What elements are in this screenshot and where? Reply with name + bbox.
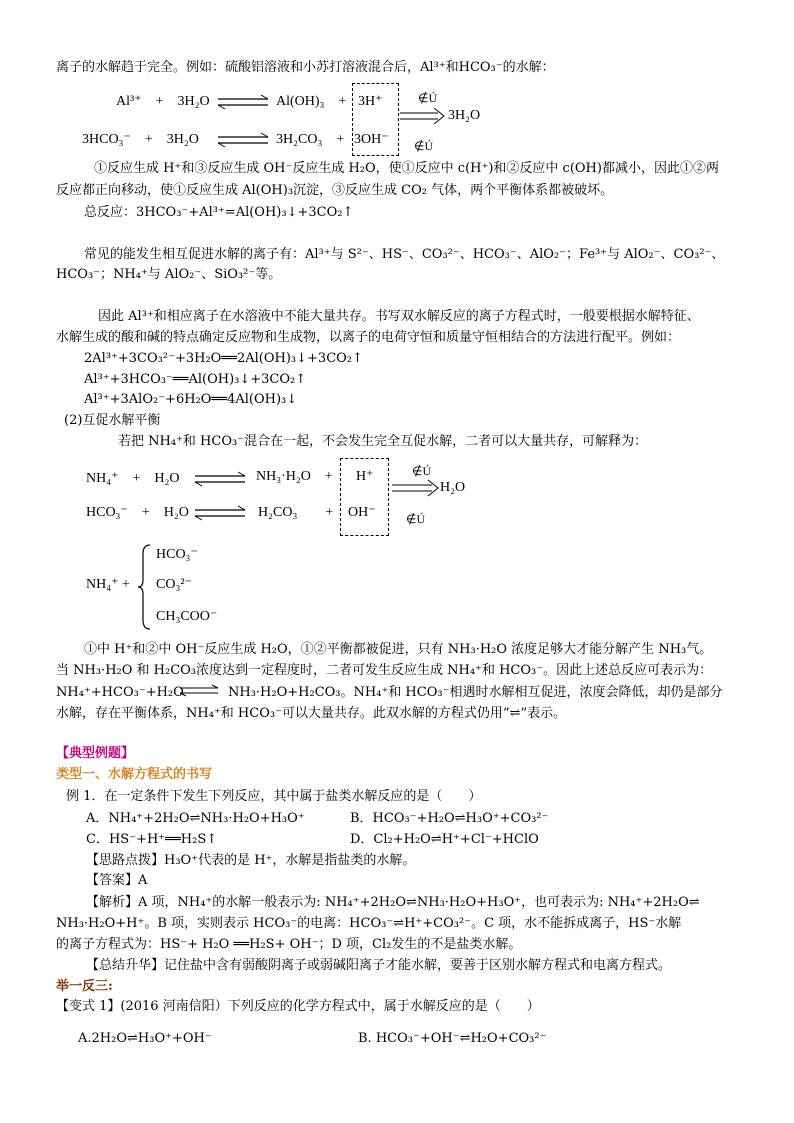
- double-arrow: [392, 480, 440, 496]
- equation-right: Al(OH)₃ +: [276, 94, 347, 109]
- question: 例 1．在一定条件下发生下列反应，其中属于盐类水解反应的是（ ）: [66, 789, 482, 804]
- equilibrium-arrow: [180, 685, 220, 697]
- double-arrow: [400, 108, 446, 124]
- text-line: 水解，存在平衡体系，NH₄⁺和 HCO₃⁻可以大量共存。此双水解的方程式仍用“⇌”表示。: [56, 706, 567, 721]
- option-b: B．HCO₃⁻+H₂O⇌H₃O⁺+CO₃²⁻: [350, 811, 549, 826]
- annotation-mark: ∉Ú: [412, 464, 432, 478]
- text-line: 反应都正向移动，使①反应生成 Al(OH)₃沉淀，③反应生成 CO₂ 气体，两个平衡体系都被破坏。: [56, 183, 614, 198]
- section-title: (2)互促水解平衡: [64, 413, 161, 428]
- variant-option-b: B. HCO₃⁻+OH⁻⇌H₂O+CO₃²⁻: [358, 1031, 547, 1046]
- product: 3H₂O: [448, 108, 481, 123]
- option-d: D．Cl₂+H₂O⇌H⁺+Cl⁻+HClO: [350, 832, 539, 847]
- ion-h: H⁺: [356, 469, 374, 484]
- text-line: 常见的能发生相互促进水解的离子有：Al³⁺与 S²⁻、HS⁻、CO₃²⁻、HCO₃⁻、AlO₂⁻；Fe³⁺与 AlO₂⁻、CO₃²⁻、: [84, 247, 725, 262]
- curly-brace: [138, 544, 152, 630]
- reaction-line: 2Al³⁺+3CO₃²⁻+3H₂O══2Al(OH)₃↓+3CO₂↑: [84, 351, 363, 366]
- brace-left: NH₄⁺ +: [86, 577, 130, 592]
- reaction-line: Al³⁺+3HCO₃⁻══Al(OH)₃↓+3CO₂↑: [84, 372, 307, 387]
- equilibrium-arrow: [218, 95, 270, 109]
- ion-h: 3H⁺: [358, 94, 383, 109]
- answer: 【答案】A: [86, 873, 148, 888]
- heading-type-one: 类型一、水解方程式的书写: [56, 767, 213, 782]
- summary: 【总结升华】记住盐中含有弱酸阴离子或弱碱阳离子才能水解，要善于区别水解方程式和电离方程式。: [86, 958, 672, 973]
- analysis-line: NH₃·H₂O+H⁺。B 项，实则表示 HCO₃⁻的电离：HCO₃⁻⇌H⁺+CO₃²⁻。C 项，水不能拆成离子，HS⁻水解: [56, 916, 682, 931]
- heading-typical-examples: 【典型例题】: [56, 746, 135, 761]
- ion-oh: 3OH⁻: [354, 132, 389, 147]
- text-line: NH₃·H₂O+H₂CO₃。NH₄⁺和 HCO₃⁻相遇时水解相互促进，浓度会降低，却仍是部分: [228, 685, 723, 700]
- equation-left: Al³⁺ + 3H₂O: [116, 94, 210, 109]
- analysis-line: 【解析】A 项，NH₄⁺的水解一般表示为: NH₄⁺+2H₂O⇌NH₃·H₂O+H₃O⁺，也可表示为: NH₄⁺+2H₂O⇌: [86, 895, 700, 910]
- text-line: ①反应生成 H⁺和③反应生成 OH⁻反应生成 H₂O，使①反应中 c(H⁺)和②反应中 c(OH)都减小，因此①②两: [94, 161, 719, 176]
- text-line: HCO₃⁻；NH₄⁺与 AlO₂⁻、SiO₃²⁻等。: [56, 267, 282, 282]
- ion-oh: OH⁻: [348, 505, 376, 520]
- annotation-mark: ∉Ú: [414, 139, 434, 153]
- text-line: 因此 Al³⁺和相应离子在水溶液中不能大量共存。书写双水解反应的离子方程式时，一般要根据水解特征、: [98, 309, 700, 324]
- option-c: C．HS⁻+H⁺══H₂S↑: [86, 832, 218, 847]
- brace-item: CO₃²⁻: [156, 577, 192, 592]
- hint: 【思路点拨】H₃O⁺代表的是 H⁺，水解是指盐类的水解。: [86, 853, 416, 868]
- equilibrium-arrow: [195, 506, 247, 520]
- annotation-mark: ∉Ú: [406, 512, 426, 526]
- equation-left: NH₄⁺ + H₂O: [86, 471, 180, 486]
- dashed-box: [352, 83, 399, 156]
- product: H₂O: [440, 480, 466, 495]
- equation-right: NH₃·H₂O +: [256, 469, 333, 484]
- heading-practice: 举一反三:: [56, 979, 113, 994]
- text-line: 水解生成的酸和碱的特点确定反应物和生成物，以离子的电荷守恒和质量守恒相结合的方法进行配平。例如：: [56, 330, 681, 345]
- text-line: ①中 H⁺和②中 OH⁻反应生成 H₂O，①②平衡都被促进，只有 NH₃·H₂O 浓度足够大才能分解产生 NH₃气。: [84, 642, 713, 657]
- text-line: 当 NH₃·H₂O 和 H₂CO₃浓度达到一定程度时，二者可发生反应生成 NH₄⁺和 HCO₃⁻。因此上述总反应可表示为：: [56, 663, 713, 678]
- option-a: A．NH₄⁺+2H₂O⇌NH₃·H₂O+H₃O⁺: [86, 811, 305, 826]
- equilibrium-arrow: [195, 472, 247, 486]
- text-line: 离子的水解趋于完全。例如：硫酸铝溶液和小苏打溶液混合后，Al³⁺和HCO₃⁻的水解：: [56, 60, 555, 75]
- equation-right: 3H₂CO₃ +: [276, 132, 345, 147]
- reaction-line: Al³⁺+3AlO₂⁻+6H₂O══4Al(OH)₃↓: [84, 392, 298, 407]
- analysis-line: 的离子方程式为：HS⁻+ H₂O ══H₂S+ OH⁻；D 项，Cl₂发生的不是盐类水解。: [56, 937, 522, 952]
- text-line: 若把 NH₄⁺和 HCO₃⁻混合在一起，不会发生完全互促水解，二者可以大量共存，可解释为：: [118, 434, 648, 449]
- equation-right: H₂CO₃ +: [258, 505, 334, 520]
- equation-left: HCO₃⁻ + H₂O: [86, 505, 189, 520]
- text-line: 总反应：3HCO₃⁻+Al³⁺=Al(OH)₃↓+3CO₂↑: [84, 205, 354, 220]
- equation-left: 3HCO₃⁻ + 3H₂O: [82, 132, 199, 147]
- brace-item: HCO₃⁻: [156, 547, 198, 562]
- variant-option-a: A.2H₂O⇌H₃O⁺+OH⁻: [78, 1031, 212, 1046]
- brace-item: CH₃COO⁻: [156, 609, 218, 624]
- dashed-box: [340, 458, 389, 536]
- annotation-mark: ∉Ú: [418, 91, 438, 105]
- text-line: NH₄⁺+HCO₃⁻+H₂O: [56, 685, 184, 700]
- equilibrium-arrow: [218, 133, 270, 147]
- variant-question: 【变式 1】(2016 河南信阳）下列反应的化学方程式中，属于水解反应的是（ ）: [56, 999, 540, 1014]
